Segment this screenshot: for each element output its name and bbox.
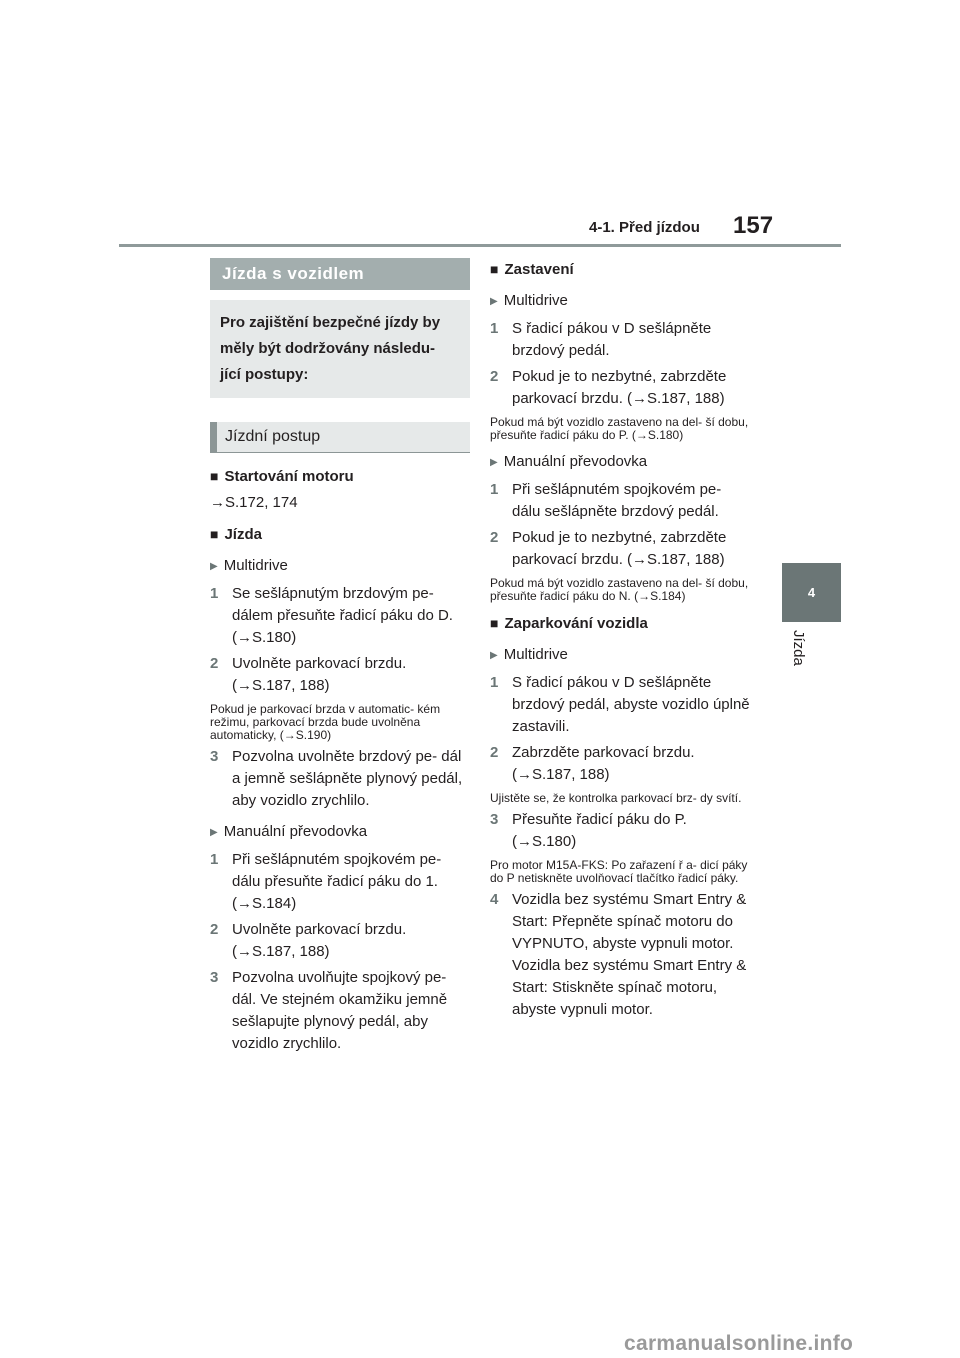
chapter-tab-label: Jízda (790, 630, 807, 666)
subheading: Jízdní postup (210, 422, 470, 453)
multidrive-label: ▶ Multidrive (490, 644, 752, 668)
step-item: 3 Pozvolna uvolněte brzdový pe- dál a jemně sešlápněte plynový pedál, aby vozidlo zrychlilo. (210, 748, 463, 809)
step-item: 2 Zabrzděte parkovací brzdu. (→S.187, 188) (490, 744, 695, 783)
step-item: 2 Uvolněte parkovací brzdu. (→S.187, 188) (210, 921, 407, 960)
multidrive-label: ▶ Multidrive (210, 555, 470, 579)
section-banner: Jízda s vozidlem (210, 258, 470, 290)
note-text: Ujistěte se, že kontrolka parkovací brz- dy svítí. (490, 791, 742, 805)
step-item: 4 Vozidla bez systému Smart Entry & Start: Přepněte spínač motoru do VYPNUTO, abyste vypnuli motor. Vozidla bez systému Smart Entry & Start: Stiskněte spínač motoru, abyste vypnuli motor. (490, 891, 747, 1018)
park-heading: ■ Zaparkování vozidla (490, 612, 752, 635)
note-text: Pro motor M15A-FKS: Po zařazení ř a- dicí páky do P netiskněte uvolňovací tlačítko řadicí páky. (490, 858, 748, 885)
step-item: 1 Při sešlápnutém spojkovém pe- dálu přesuňte řadicí páku do 1. (→S.184) (210, 851, 442, 912)
left-column (210, 258, 470, 1055)
manual-label: ▶ Manuální převodovka (210, 821, 470, 845)
start-ref: →S.172, 174 (210, 494, 298, 511)
watermark: carmanualsonline.info (624, 1332, 854, 1355)
manual-label: ▶ Manuální převodovka (490, 451, 752, 475)
step-item: 1 Se sešlápnutým brzdovým pe- dálem přesuňte řadicí páku do D. (→S.180) (210, 585, 453, 646)
page-number: 157 (733, 212, 774, 239)
step-item: 1 S řadicí pákou v D sešlápněte brzdový pedál. (490, 320, 712, 359)
right-column (490, 258, 752, 1021)
note-text: Pokud je parkovací brzda v automatic- kém režimu, parkovací brzda bude uvolněna automaticky, (→S.190) (210, 702, 441, 742)
note-text: Pokud má být vozidlo zastaveno na del- ší dobu, přesuňte řadicí páku do N. (→S.184) (490, 576, 749, 603)
step-item: 2 Uvolněte parkovací brzdu. (→S.187, 188) (210, 655, 407, 694)
step-item: 3 Přesuňte řadicí páku do P. (→S.180) (490, 811, 687, 850)
step-item: 2 Pokud je to nezbytné, zabrzděte parkovací brzdu. (→S.187, 188) (490, 368, 727, 407)
multidrive-label: ▶ Multidrive (490, 290, 752, 314)
step-item: 1 Při sešlápnutém spojkovém pe- dálu sešlápněte brzdový pedál. (490, 481, 722, 520)
intro-box: Pro zajištění bezpečné jízdy by měly být dodržovány následu- jící postupy: (210, 300, 470, 398)
section-title: 4-1. Před jízdou (589, 219, 700, 236)
note-text: Pokud má být vozidlo zastaveno na del- ší dobu, přesuňte řadicí páku do P. (→S.180) (490, 415, 749, 442)
step-item: 2 Pokud je to nezbytné, zabrzděte parkovací brzdu. (→S.187, 188) (490, 529, 727, 568)
step-item: 1 S řadicí pákou v D sešlápněte brzdový pedál, abyste vozidlo úplně zastavili. (490, 674, 750, 735)
stop-heading: ■ Zastavení (490, 258, 752, 281)
drive-heading: ■ Jízda (210, 523, 470, 546)
step-item: 3 Pozvolna uvolňujte spojkový pe- dál. Ve stejném okamžiku jemně sešlapujte plynový pedál, aby vozidlo zrychlilo. (210, 969, 448, 1052)
start-heading: ■ Startování motoru (210, 465, 470, 488)
header-rule (119, 244, 841, 247)
chapter-tab: 4 (782, 563, 841, 622)
